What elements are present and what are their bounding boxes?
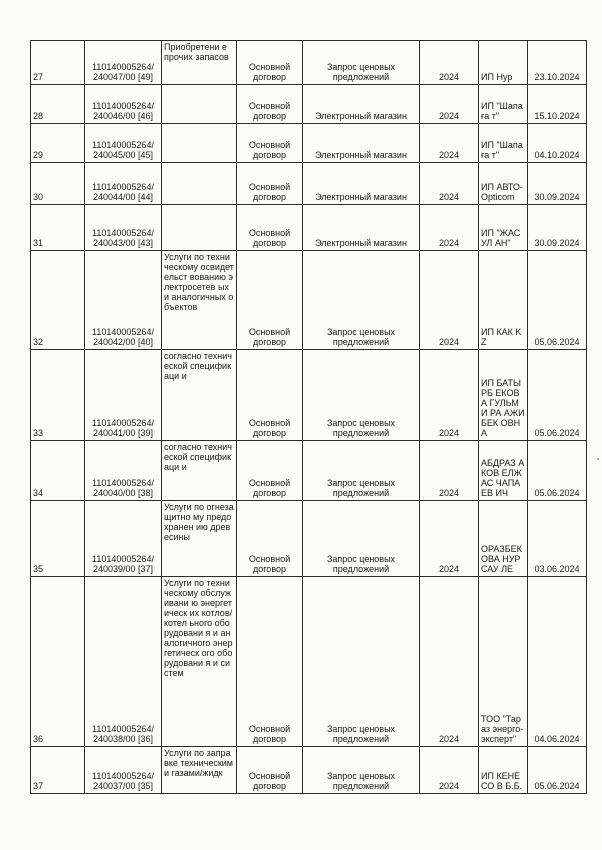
year-cell: 2024: [420, 205, 479, 251]
table-row: [31, 251, 587, 350]
contract-date-cell: 15.10.2024: [528, 85, 587, 124]
procurement-subject-cell: [162, 85, 237, 124]
procurement-method-cell: Запрос ценовых предложений: [303, 501, 420, 577]
procurement-method-cell: Запрос ценовых предложений: [303, 577, 420, 747]
procurement-subject-cell: [162, 163, 237, 205]
procurement-method-cell: Запрос ценовых предложений: [303, 441, 420, 501]
procurement-subject-cell: Услуги по техническому обслуживани ю энергетическ их котлов/котел ьного оборудовани я и аналогичного энергетическ ого оборудовани я и систем: [162, 577, 237, 747]
contracts-table-body: [31, 41, 587, 794]
supplier-cell: ИП "ЖАСУЛ АН": [479, 205, 528, 251]
table-row: [31, 577, 587, 747]
supplier-cell: ИП АВТО- Opticom: [479, 163, 528, 205]
supplier-cell: ИП "Шапаға т": [479, 85, 528, 124]
table-row: [31, 501, 587, 577]
contract-type-cell: Основной договор: [237, 163, 303, 205]
supplier-cell: ИП БАТЫРБ ЕКОВА ГУЛЬМИ РА АЖИБЕК ОВНА: [479, 350, 528, 441]
contract-date-cell: 05.06.2024: [528, 441, 587, 501]
procurement-method-cell: Электронный магазин: [303, 85, 420, 124]
contract-date-cell: 05.06.2024: [528, 251, 587, 350]
row-number-cell: 28: [31, 85, 85, 124]
contract-type-cell: Основной договор: [237, 441, 303, 501]
year-cell: 2024: [420, 85, 479, 124]
row-number-cell: 37: [31, 747, 85, 794]
procurement-method-cell: Запрос ценовых предложений: [303, 41, 420, 85]
contract-id-cell: 110140005264/ 240037/00 [35]: [85, 747, 162, 794]
procurement-subject-cell: [162, 124, 237, 163]
year-cell: 2024: [420, 124, 479, 163]
row-number-cell: 29: [31, 124, 85, 163]
year-cell: 2024: [420, 41, 479, 85]
table-row: [31, 747, 587, 794]
table-row: [31, 350, 587, 441]
contract-date-cell: 05.06.2024: [528, 747, 587, 794]
year-cell: 2024: [420, 577, 479, 747]
contract-type-cell: Основной договор: [237, 41, 303, 85]
row-number-cell: 32: [31, 251, 85, 350]
table-row: [31, 85, 587, 124]
table-row: [31, 205, 587, 251]
supplier-cell: ИП Нур: [479, 41, 528, 85]
procurement-method-cell: Электронный магазин: [303, 124, 420, 163]
procurement-subject-cell: согласно технической спецификаци и: [162, 441, 237, 501]
procurement-subject-cell: согласно технической спецификаци и: [162, 350, 237, 441]
supplier-cell: ИП КАК KZ: [479, 251, 528, 350]
contract-id-cell: 110140005264/ 240038/00 [36]: [85, 577, 162, 747]
procurement-method-cell: Запрос ценовых предложений: [303, 251, 420, 350]
table-row: [31, 163, 587, 205]
row-number-cell: 36: [31, 577, 85, 747]
contract-type-cell: Основной договор: [237, 501, 303, 577]
procurement-method-cell: Запрос ценовых предложений: [303, 350, 420, 441]
supplier-cell: ИП "Шапаға т": [479, 124, 528, 163]
row-number-cell: 33: [31, 350, 85, 441]
contract-id-cell: 110140005264/ 240039/00 [37]: [85, 501, 162, 577]
table-row: [31, 441, 587, 501]
procurement-subject-cell: Приобретени е прочих запасов: [162, 41, 237, 85]
contract-type-cell: Основной договор: [237, 205, 303, 251]
contract-id-cell: 110140005264/ 240045/00 [45]: [85, 124, 162, 163]
procurement-method-cell: Электронный магазин: [303, 205, 420, 251]
contract-date-cell: 05.06.2024: [528, 350, 587, 441]
contract-date-cell: 04.10.2024: [528, 124, 587, 163]
procurement-subject-cell: Услуги по техническому освидетельст вованию электросетев ых и аналогичных объектов: [162, 251, 237, 350]
supplier-cell: АБДРАЗ АКОВ ЕЛЖАС ЧАПАЕВ ИЧ: [479, 441, 528, 501]
procurement-subject-cell: Услуги по заправке техническими газами/жидк: [162, 747, 237, 794]
contract-type-cell: Основной договор: [237, 124, 303, 163]
procurement-method-cell: Запрос ценовых предложений: [303, 747, 420, 794]
year-cell: 2024: [420, 251, 479, 350]
year-cell: 2024: [420, 350, 479, 441]
contract-id-cell: 110140005264/ 240046/00 [46]: [85, 85, 162, 124]
contract-type-cell: Основной договор: [237, 251, 303, 350]
row-number-cell: 27: [31, 41, 85, 85]
procurement-method-cell: Электронный магазин: [303, 163, 420, 205]
year-cell: 2024: [420, 163, 479, 205]
contracts-table: [30, 40, 587, 794]
row-number-cell: 31: [31, 205, 85, 251]
table-row: [31, 41, 587, 85]
contract-id-cell: 110140005264/ 240043/00 [43]: [85, 205, 162, 251]
year-cell: 2024: [420, 441, 479, 501]
contract-type-cell: Основной договор: [237, 747, 303, 794]
contract-id-cell: 110140005264/ 240044/00 [44]: [85, 163, 162, 205]
procurement-subject-cell: [162, 205, 237, 251]
contract-id-cell: 110140005264/ 240040/00 [38]: [85, 441, 162, 501]
contract-id-cell: 110140005264/ 240047/00 [49]: [85, 41, 162, 85]
contract-date-cell: 30.09.2024: [528, 163, 587, 205]
contract-date-cell: 23.10.2024: [528, 41, 587, 85]
contract-type-cell: Основной договор: [237, 350, 303, 441]
contract-date-cell: 03.06.2024: [528, 501, 587, 577]
contract-type-cell: Основной договор: [237, 85, 303, 124]
year-cell: 2024: [420, 747, 479, 794]
supplier-cell: ТОО "Тараз энерго- эксперт": [479, 577, 528, 747]
supplier-cell: ОРАЗБЕК ОВА НУРСАУ ЛЕ: [479, 501, 528, 577]
row-number-cell: 30: [31, 163, 85, 205]
contract-type-cell: Основной договор: [237, 577, 303, 747]
contract-id-cell: 110140005264/ 240041/00 [39]: [85, 350, 162, 441]
contract-date-cell: 04.06.2024: [528, 577, 587, 747]
supplier-cell: ИП КЕНЕСО В Б.Б.: [479, 747, 528, 794]
scan-speck: [597, 458, 599, 460]
row-number-cell: 34: [31, 441, 85, 501]
contract-date-cell: 30.09.2024: [528, 205, 587, 251]
row-number-cell: 35: [31, 501, 85, 577]
contract-id-cell: 110140005264/ 240042/00 [40]: [85, 251, 162, 350]
table-row: [31, 124, 587, 163]
procurement-subject-cell: Услуги по огнезащитно му предохранен ию древесины: [162, 501, 237, 577]
year-cell: 2024: [420, 501, 479, 577]
